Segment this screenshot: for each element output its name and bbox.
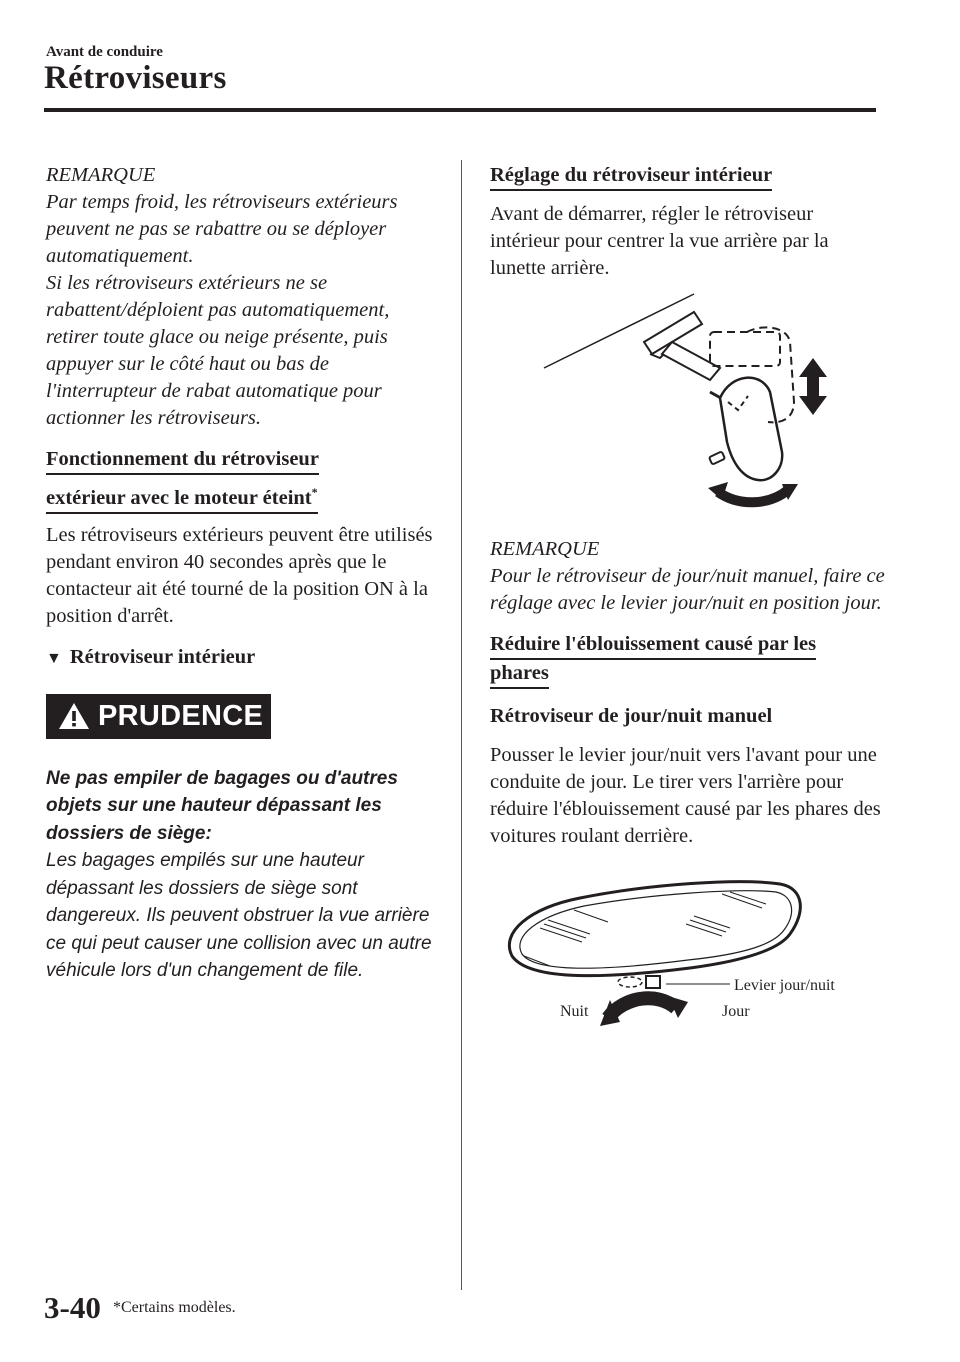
note-title-right: REMARQUE: [490, 538, 600, 560]
subhead-interior-adjust: Réglage du rétroviseur intérieur: [490, 162, 772, 191]
caution-body: Les bagages empilés sur une hauteur dépassant les dossiers de siège sont dangereux. Ils peuvent obstruer la vue arrière ce qui peut causer une collision avec un autre véhicule lors d'un changement de file.: [46, 850, 432, 982]
caution-label: PRUDENCE: [98, 699, 264, 732]
lever-label: Levier jour/nuit: [734, 977, 835, 994]
title-rule: [44, 108, 876, 112]
page-number: 3-40: [44, 1290, 101, 1325]
day-label: Jour: [722, 1003, 750, 1020]
right-column: [490, 162, 885, 1042]
subhead-line-2: [46, 479, 318, 514]
interior-heading-text: Rétroviseur intérieur: [69, 645, 256, 668]
subhead-exterior-mirror: [46, 446, 441, 514]
note-text-2: Si les rétroviseurs extérieurs ne se rabattent/déploient pas automatiquement, retirer toute glace ou neige présente, puis appuyer sur le côté haut ou bas de l'interrupteur de rabat automatique pour actionner les rétroviseurs.: [46, 272, 390, 429]
manual-mirror-paragraph: Pousser le levier jour/nuit vers l'avant pour une conduite de jour. Le tirer vers l'arrière pour réduire l'éblouissement causé par les phares des voitures roulant derrière.: [490, 744, 881, 847]
caution-bold: Ne pas empiler de bagages ou d'autres objets sur une hauteur dépassant les dossiers de siège:: [46, 767, 398, 844]
subhead-glare-line-1: Réduire l'éblouissement causé par les: [490, 631, 816, 660]
note-title: REMARQUE: [46, 164, 156, 186]
caution-banner: [46, 694, 271, 739]
note-text-right: Pour le rétroviseur de jour/nuit manuel, faire ce réglage avec le levier jour/nuit en position jour.: [490, 565, 885, 614]
triangle-down-icon: ▼: [46, 649, 62, 667]
page-title: Rétroviseurs: [44, 60, 227, 96]
subhead-line-1: Fonctionnement du rétroviseur: [46, 446, 319, 475]
column-divider: [461, 160, 462, 1290]
night-label: Nuit: [560, 1003, 589, 1020]
interior-mirror-heading: [46, 644, 441, 672]
footnote: *Certains modèles.: [113, 1299, 236, 1316]
exterior-paragraph: Les rétroviseurs extérieurs peuvent être utilisés pendant environ 40 secondes après que le contacteur ait été tourné de la position ON à la position d'arrêt.: [46, 523, 433, 627]
note-text: Par temps froid, les rétroviseurs extérieurs peuvent ne pas se rabattre ou se déployer automatiquement.: [46, 191, 398, 267]
subhead-glare-line-2: phares: [490, 660, 549, 689]
subhead-glare: [490, 631, 885, 689]
left-column: [46, 162, 441, 985]
caution-text: [46, 765, 441, 985]
warning-icon: [58, 702, 90, 730]
day-night-figure: [490, 872, 870, 1042]
manual-mirror-heading: Rétroviseur de jour/nuit manuel: [490, 705, 773, 727]
subhead-line-2-text: extérieur avec le moteur éteint: [46, 486, 312, 509]
asterisk: *: [311, 485, 318, 499]
adjust-paragraph: Avant de démarrer, régler le rétroviseur intérieur pour centrer la vue arrière par la lunette arrière.: [490, 203, 829, 279]
section-label: Avant de conduire: [46, 44, 163, 60]
mirror-adjust-figure: [542, 292, 842, 522]
